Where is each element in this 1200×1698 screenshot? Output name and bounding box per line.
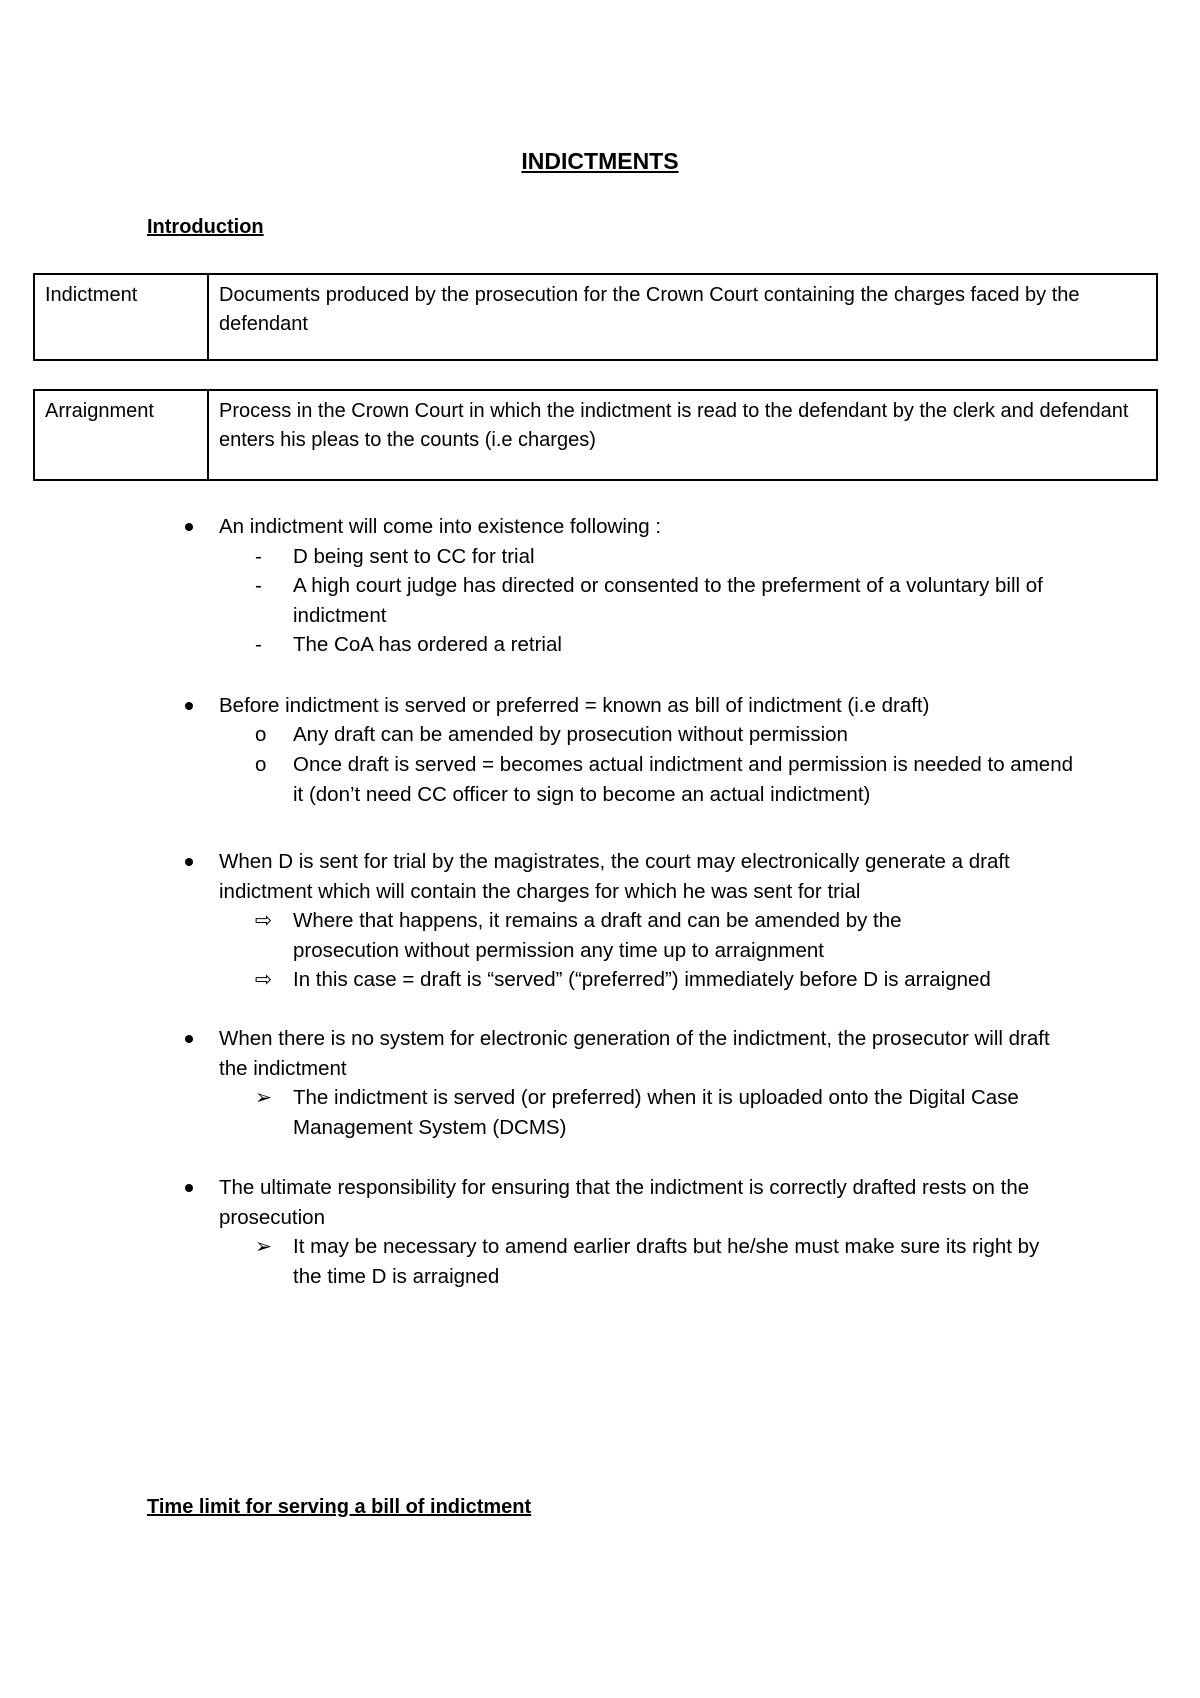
definition-text: Process in the Crown Court in which the indictment is read to the defendant by the clerk and defendant enters his pleas to the counts (i.e charges) — [208, 390, 1157, 480]
bullet-text: Before indictment is served or preferred = known as bill of indictment (i.e draft) — [219, 694, 930, 717]
definition-term: Indictment — [34, 274, 208, 360]
definition-term: Arraignment — [34, 390, 208, 480]
sub-item-text: D being sent to CC for trial — [293, 545, 535, 568]
bullet-icon — [185, 523, 193, 531]
sub-item-text: Once draft is served = becomes actual indictment and permission is needed to amend it (don’t need CC officer to sign to become an actual indictment) — [293, 753, 1073, 806]
introduction-heading: Introduction — [147, 216, 264, 238]
dash-icon: - — [255, 574, 262, 597]
dash-icon: - — [255, 545, 262, 568]
bullet-text: When there is no system for electronic generation of the indictment, the prosecutor will draft the indictment — [219, 1027, 1050, 1080]
circle-bullet-icon: o — [255, 723, 267, 746]
page-title: INDICTMENTS — [521, 148, 679, 174]
time-limit-heading: Time limit for serving a bill of indictment — [147, 1496, 532, 1518]
dash-icon: - — [255, 633, 262, 656]
arrow-right-icon: ⇨ — [255, 909, 273, 932]
triangle-arrow-icon: ➢ — [255, 1235, 273, 1258]
bullet-text: The ultimate responsibility for ensuring that the indictment is correctly drafted rests on the prosecution — [219, 1176, 1030, 1229]
bullet-text: When D is sent for trial by the magistrates, the court may electronically generate a draft indictment which will contain the charges for which he was sent for trial — [219, 850, 1010, 903]
definition-table-arraignment — [33, 389, 1158, 481]
sub-item-text: Any draft can be amended by prosecution without permission — [293, 723, 848, 746]
sub-item-text: The indictment is served (or preferred) when it is uploaded onto the Digital Case Management System (DCMS) — [293, 1086, 1019, 1139]
bullet-icon — [185, 702, 193, 710]
arrow-right-icon: ⇨ — [255, 968, 273, 991]
circle-bullet-icon: o — [255, 753, 267, 776]
bullet-icon — [185, 1035, 193, 1043]
sub-item-text: A high court judge has directed or consented to the preferment of a voluntary bill of indictment — [293, 574, 1043, 627]
bullet-icon — [185, 1184, 193, 1192]
sub-item-text: The CoA has ordered a retrial — [293, 633, 562, 656]
sub-item-text: Where that happens, it remains a draft and can be amended by the prosecution without permission any time up to arraignment — [293, 909, 902, 962]
sub-item-text: It may be necessary to amend earlier drafts but he/she must make sure its right by the time D is arraigned — [293, 1235, 1040, 1288]
definition-table-indictment — [33, 273, 1158, 361]
bullet-text: An indictment will come into existence following : — [219, 515, 662, 538]
definition-text: Documents produced by the prosecution for the Crown Court containing the charges faced by the defendant — [208, 274, 1157, 360]
bullet-icon — [185, 858, 193, 866]
sub-item-text: In this case = draft is “served” (“preferred”) immediately before D is arraigned — [293, 968, 991, 991]
triangle-arrow-icon: ➢ — [255, 1086, 273, 1109]
